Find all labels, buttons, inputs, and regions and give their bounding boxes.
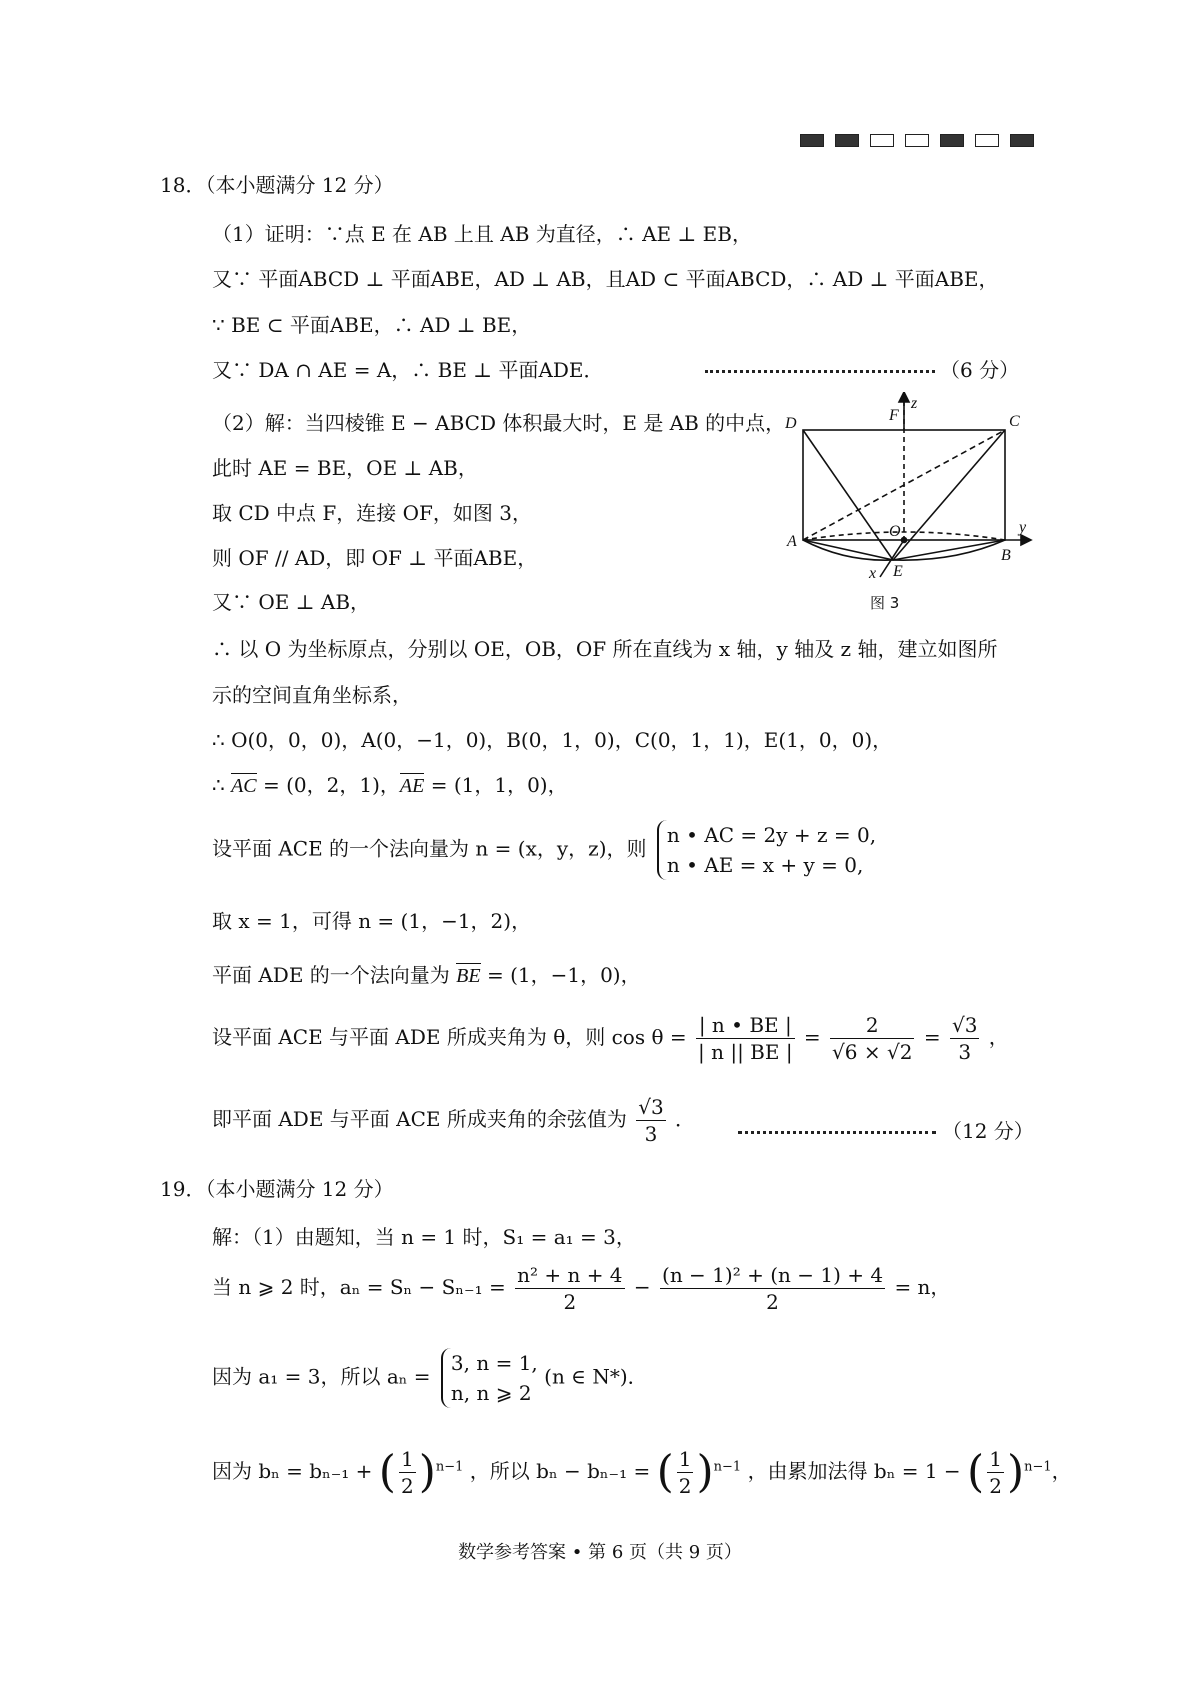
label-d: D xyxy=(785,415,797,432)
fraction-cos-2 xyxy=(830,1012,914,1065)
fraction-sn-1 xyxy=(660,1262,885,1315)
q19-header: 19．（本小题满分 12 分） xyxy=(160,1177,394,1201)
q18-p2-line14 xyxy=(212,1094,695,1147)
an-result: = n， xyxy=(894,1275,951,1299)
page-footer: 数学参考答案 • 第 6 页（共 9 页） xyxy=(458,1542,742,1563)
mark-4 xyxy=(905,134,929,147)
answer-den: 3 xyxy=(644,1122,658,1146)
vector-ae-value: = (1，1，0)， xyxy=(424,773,568,797)
plane-ade-normal-text: 平面 ADE 的一个法向量为 xyxy=(212,963,457,987)
point-o xyxy=(902,538,907,543)
label-e: E xyxy=(893,563,903,580)
half-3: $\frac{1}{2}$ xyxy=(989,1447,1002,1498)
label-c: C xyxy=(1009,413,1020,430)
label-b: B xyxy=(1001,547,1011,564)
normal-vector-setup: 设平面 ACE 的一个法向量为 n = (x，y，z)，则 xyxy=(212,836,647,861)
sn1-den: 2 xyxy=(766,1290,779,1314)
q18-p2-line7: 示的空间直角坐标系， xyxy=(212,683,412,707)
dotted-leader-2 xyxy=(738,1131,936,1134)
q19-line4: 因为 bₙ = bₙ₋₁ + ( $\frac{1}{2}$ )$^{n-1}$ ，所以 bₙ − bₙ₋₁ = ( $\frac{1}{2}$ )$^{n-1}$ ，由累加法得 bₙ = 1 − ( $\frac{1}{2}$ )$^{n-1}$， xyxy=(212,1446,1072,1498)
q18-p2-line13 xyxy=(212,1012,1009,1065)
score-6: （6 分） xyxy=(940,358,1020,382)
vector-be: BE xyxy=(456,965,481,987)
figure-3-diagram xyxy=(785,392,1035,582)
period: ． xyxy=(675,1107,696,1131)
answer-text: 即平面 ADE 与平面 ACE 所成夹角的余弦值为 xyxy=(212,1107,627,1131)
sn-den: 2 xyxy=(563,1290,577,1314)
label-z: z xyxy=(911,395,918,412)
mark-5 xyxy=(940,134,964,147)
a1-text: 因为 a₁ = 3，所以 aₙ = xyxy=(212,1364,431,1389)
q18-p1-line1: （1）证明：∵点 E 在 AB 上且 AB 为直径，∴ AE ⊥ EB， xyxy=(212,222,752,246)
comma: ， xyxy=(988,1025,1009,1049)
q18-p2-line8: ∴ O(0，0，0)，A(0，−1，0)，B(0，1，0)，C(0，1，1)，E(1，0，0)， xyxy=(212,728,893,752)
fraction-cos-1 xyxy=(696,1012,795,1065)
case-1: 3, n = 1, xyxy=(450,1351,538,1375)
frac2-num: 2 xyxy=(830,1012,914,1039)
mark-7 xyxy=(1010,134,1034,147)
q18-p2-line2: 此时 AE = BE，OE ⊥ AB， xyxy=(212,456,478,480)
piecewise-an xyxy=(441,1348,538,1408)
label-x: x xyxy=(869,565,877,582)
q19-line1: 解：（1）由题知，当 n = 1 时，S₁ = a₁ = 3， xyxy=(212,1225,636,1249)
half-2: $\frac{1}{2}$ xyxy=(678,1447,692,1498)
frac3-num: √3 xyxy=(951,1013,978,1037)
label-y: y xyxy=(1019,519,1027,536)
an-formula-text: 当 n ⩾ 2 时，aₙ = Sₙ − Sₙ₋₁ = xyxy=(212,1275,506,1299)
vector-ae: AE xyxy=(399,775,425,797)
score-12: （12 分） xyxy=(942,1119,1034,1143)
q18-p2-line3: 取 CD 中点 F，连接 OF，如图 3， xyxy=(212,501,532,525)
q18-p2-line4: 则 OF // AD，即 OF ⊥ 平面ABE， xyxy=(212,546,538,570)
minus-sign: − xyxy=(633,1275,651,1299)
z-arrow xyxy=(899,392,909,402)
mark-1 xyxy=(800,134,824,147)
therefore-text: ∴ xyxy=(212,773,232,797)
figure-caption: 图 3 xyxy=(870,594,900,612)
fraction-sn xyxy=(515,1262,624,1315)
frac1-num: | n • BE | xyxy=(696,1012,795,1039)
bn-recurrence-text: 因为 bₙ = bₙ₋₁ + xyxy=(212,1459,373,1483)
domain-text: (n ∈ N*)． xyxy=(544,1364,648,1389)
equals-2: = xyxy=(923,1025,941,1049)
q18-p2-line10 xyxy=(212,820,876,880)
frac2-den: √6 × √2 xyxy=(832,1040,913,1064)
q18-header: 18．（本小题满分 12 分） xyxy=(160,173,394,197)
fraction-cos-3 xyxy=(950,1012,979,1065)
page-marks xyxy=(800,134,1034,147)
q18-p2-line5: 又∵ OE ⊥ AB， xyxy=(212,590,371,614)
exponent-1: n−1 xyxy=(435,1459,464,1475)
vector-be-value: = (1，−1，0)， xyxy=(480,963,641,987)
q18-p2-line12 xyxy=(212,962,641,989)
mark-6 xyxy=(975,134,999,147)
sn1-num: (n − 1)² + (n − 1) + 4 xyxy=(662,1263,884,1287)
label-f: F xyxy=(889,407,899,424)
q18-p2-line6: ∴ 以 O 为坐标原点，分别以 OE，OB，OF 所在直线为 x 轴，y 轴及 z 轴，建立如图所 xyxy=(212,637,998,661)
frac3-den: 3 xyxy=(958,1040,972,1064)
q18-p1-line4: 又∵ DA ∩ AE = A，∴ BE ⊥ 平面ADE． xyxy=(212,358,604,382)
label-a: A xyxy=(787,533,797,550)
q18-p2-line11: 取 x = 1，可得 n = (1，−1，2)， xyxy=(212,909,532,933)
bn-sum-text: ，由累加法得 bₙ = 1 − xyxy=(747,1459,961,1483)
exponent-2: n−1 xyxy=(713,1459,742,1475)
frac1-den: | n || BE | xyxy=(698,1040,793,1064)
label-o: O xyxy=(889,523,901,540)
dotted-leader-1 xyxy=(705,370,935,373)
system-eq2: n • AE = x + y = 0, xyxy=(666,853,864,877)
mark-3 xyxy=(870,134,894,147)
q18-p1-line2: 又∵ 平面ABCD ⊥ 平面ABE，AD ⊥ AB，且AD ⊂ 平面ABCD，∴ AD ⊥ 平面ABE， xyxy=(212,267,999,291)
vector-ac: AC xyxy=(231,775,257,797)
bn-diff-text: ，所以 bₙ − bₙ₋₁ = xyxy=(469,1459,651,1483)
q19-line3 xyxy=(212,1348,648,1408)
fraction-answer xyxy=(636,1094,665,1147)
exponent-3: n−1 xyxy=(1024,1459,1052,1475)
cos-theta-text: 设平面 ACE 与平面 ADE 所成夹角为 θ，则 cos θ = xyxy=(212,1025,687,1049)
half-1: $\frac{1}{2}$ xyxy=(400,1447,414,1498)
equation-system xyxy=(657,820,876,880)
q18-p1-line3: ∵ BE ⊂ 平面ABE，∴ AD ⊥ BE， xyxy=(212,313,532,337)
answer-num: √3 xyxy=(638,1095,664,1119)
q18-p2-line9 xyxy=(212,772,568,799)
equals-1: = xyxy=(803,1025,821,1049)
system-eq1: n • AC = 2y + z = 0, xyxy=(666,823,877,847)
vector-ac-value: = (0，2，1)， xyxy=(256,773,400,797)
end-comma: ， xyxy=(1051,1459,1072,1483)
case-2: n, n ⩾ 2 xyxy=(450,1381,532,1405)
y-arrow xyxy=(1021,535,1031,545)
sn-num: n² + n + 4 xyxy=(517,1263,623,1287)
q19-line2 xyxy=(212,1262,950,1315)
mark-2 xyxy=(835,134,859,147)
q18-p2-line1: （2）解：当四棱锥 E − ABCD 体积最大时，E 是 AB 的中点， xyxy=(212,411,786,435)
